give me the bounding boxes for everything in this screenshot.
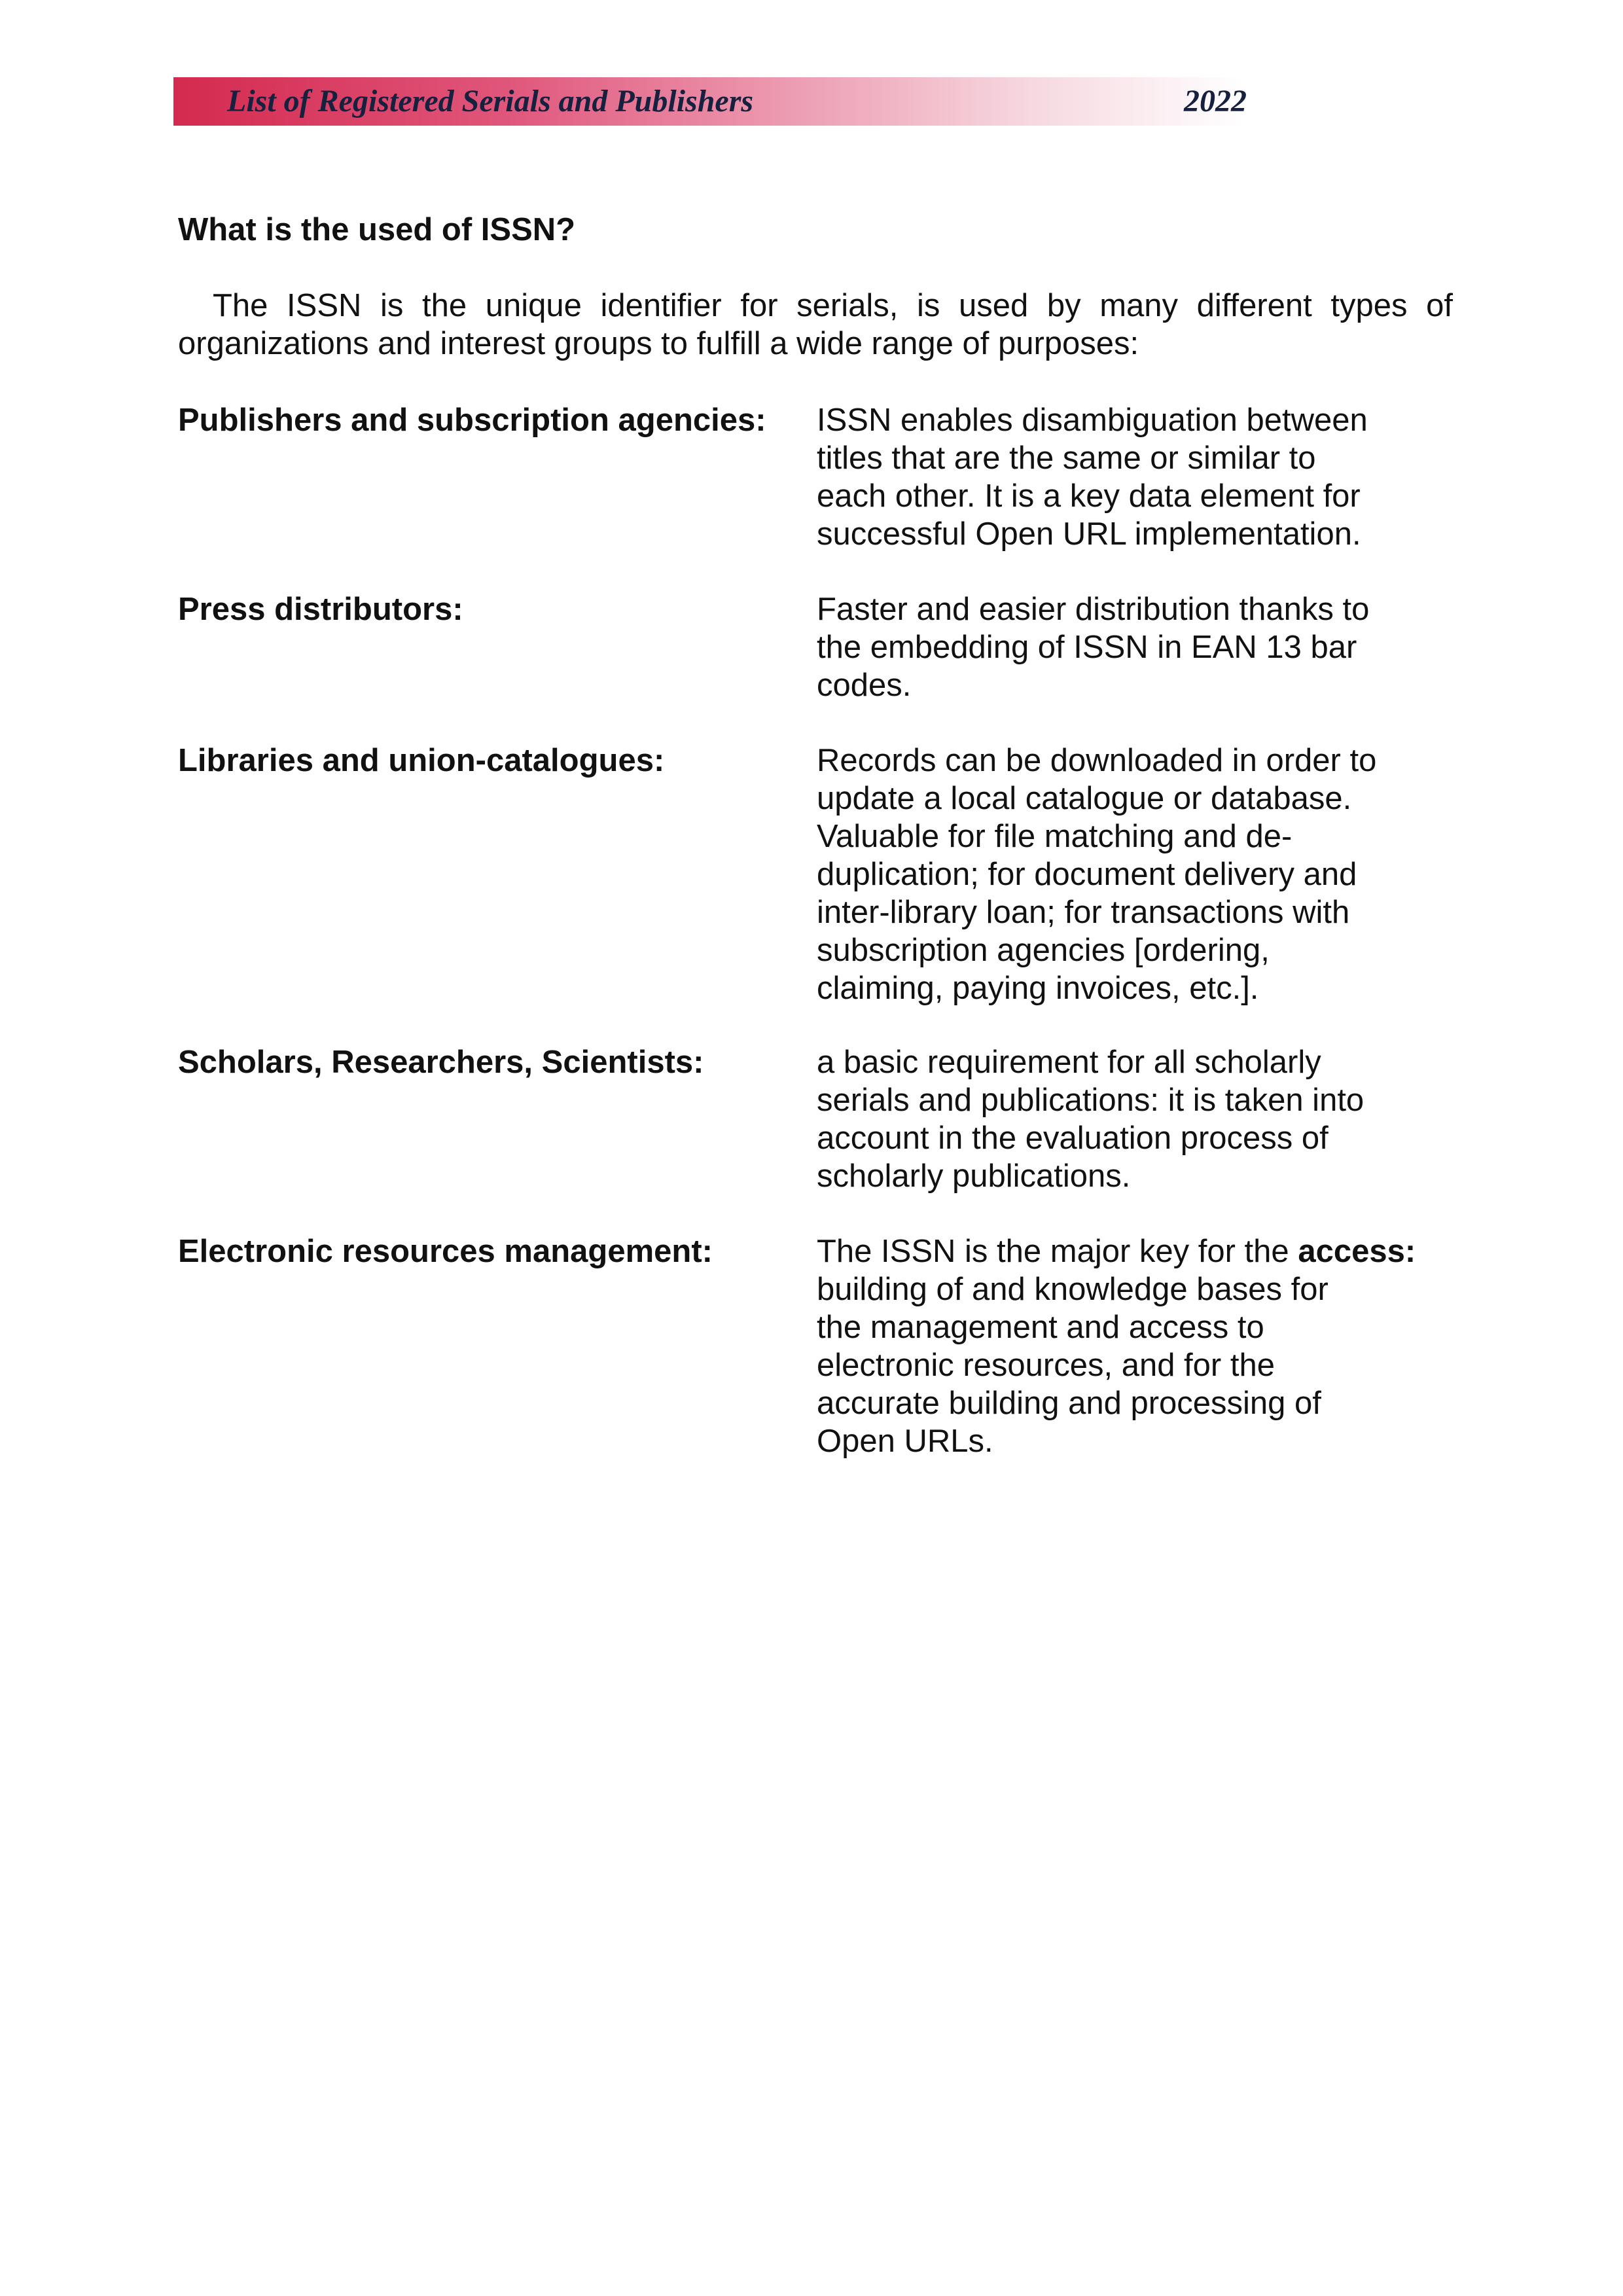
description-line: each other. It is a key data element for	[817, 478, 1361, 514]
purpose-list	[178, 401, 1461, 1460]
description-line: claiming, paying invoices, etc.].	[817, 971, 1259, 1006]
header-title: List of Registered Serials and Publishers	[227, 84, 754, 118]
description-line: inter-library loan; for transactions with	[817, 895, 1350, 930]
section-heading: What is the used of ISSN?	[178, 212, 576, 247]
description-line: Valuable for file matching and de-	[817, 819, 1293, 854]
description-line: the embedding of ISSN in EAN 13 bar	[817, 630, 1357, 665]
description-line: account in the evaluation process of	[817, 1121, 1329, 1156]
purpose-description	[817, 590, 1461, 704]
purpose-description	[817, 742, 1461, 1007]
purpose-item-libraries	[178, 742, 1461, 1043]
description-text: The ISSN is the major key for the	[817, 1234, 1289, 1269]
description-line: subscription agencies [ordering,	[817, 933, 1270, 968]
description-line: accurate building and processing of	[817, 1386, 1321, 1421]
description-line	[817, 1232, 1461, 1270]
purpose-label: Press distributors:	[178, 592, 463, 627]
description-line: the management and access to	[817, 1310, 1264, 1345]
header-year: 2022	[1184, 84, 1247, 118]
description-line: update a local catalogue or database.	[817, 781, 1352, 816]
description-line: electronic resources, and for the	[817, 1348, 1275, 1383]
purpose-label: Libraries and union-catalogues:	[178, 743, 665, 778]
purpose-description	[817, 1232, 1461, 1460]
purpose-description	[817, 401, 1461, 553]
description-line: scholarly publications.	[817, 1158, 1131, 1194]
description-line: Open URLs.	[817, 1424, 993, 1459]
description-line: duplication; for document delivery and	[817, 857, 1357, 892]
description-bold-text: access:	[1298, 1234, 1416, 1269]
description-line: codes.	[817, 668, 912, 703]
purpose-label: Scholars, Researchers, Scientists:	[178, 1045, 704, 1080]
purpose-item-electronic-resources	[178, 1232, 1461, 1460]
purpose-label: Publishers and subscription agencies:	[178, 403, 766, 438]
description-line: ISSN enables disambiguation between	[817, 403, 1368, 438]
description-line: serials and publications: it is taken into	[817, 1083, 1364, 1118]
header-bar	[173, 77, 1266, 126]
intro-paragraph: The ISSN is the unique identifier for serials, is used by many different types of organizations and interest groups to fulfill a wide range of purposes:	[178, 288, 1453, 361]
purpose-description	[817, 1043, 1461, 1195]
description-line: a basic requirement for all scholarly	[817, 1045, 1321, 1080]
description-line: titles that are the same or similar to	[817, 440, 1316, 476]
purpose-item-scholars	[178, 1043, 1461, 1232]
purpose-label: Electronic resources management:	[178, 1234, 713, 1269]
purpose-item-publishers	[178, 401, 1461, 590]
purpose-item-press-distributors	[178, 590, 1461, 742]
description-line: Records can be downloaded in order to	[817, 743, 1377, 778]
description-line: Faster and easier distribution thanks to	[817, 592, 1370, 627]
description-line: building of and knowledge bases for	[817, 1272, 1329, 1307]
description-line: successful Open URL implementation.	[817, 516, 1361, 552]
